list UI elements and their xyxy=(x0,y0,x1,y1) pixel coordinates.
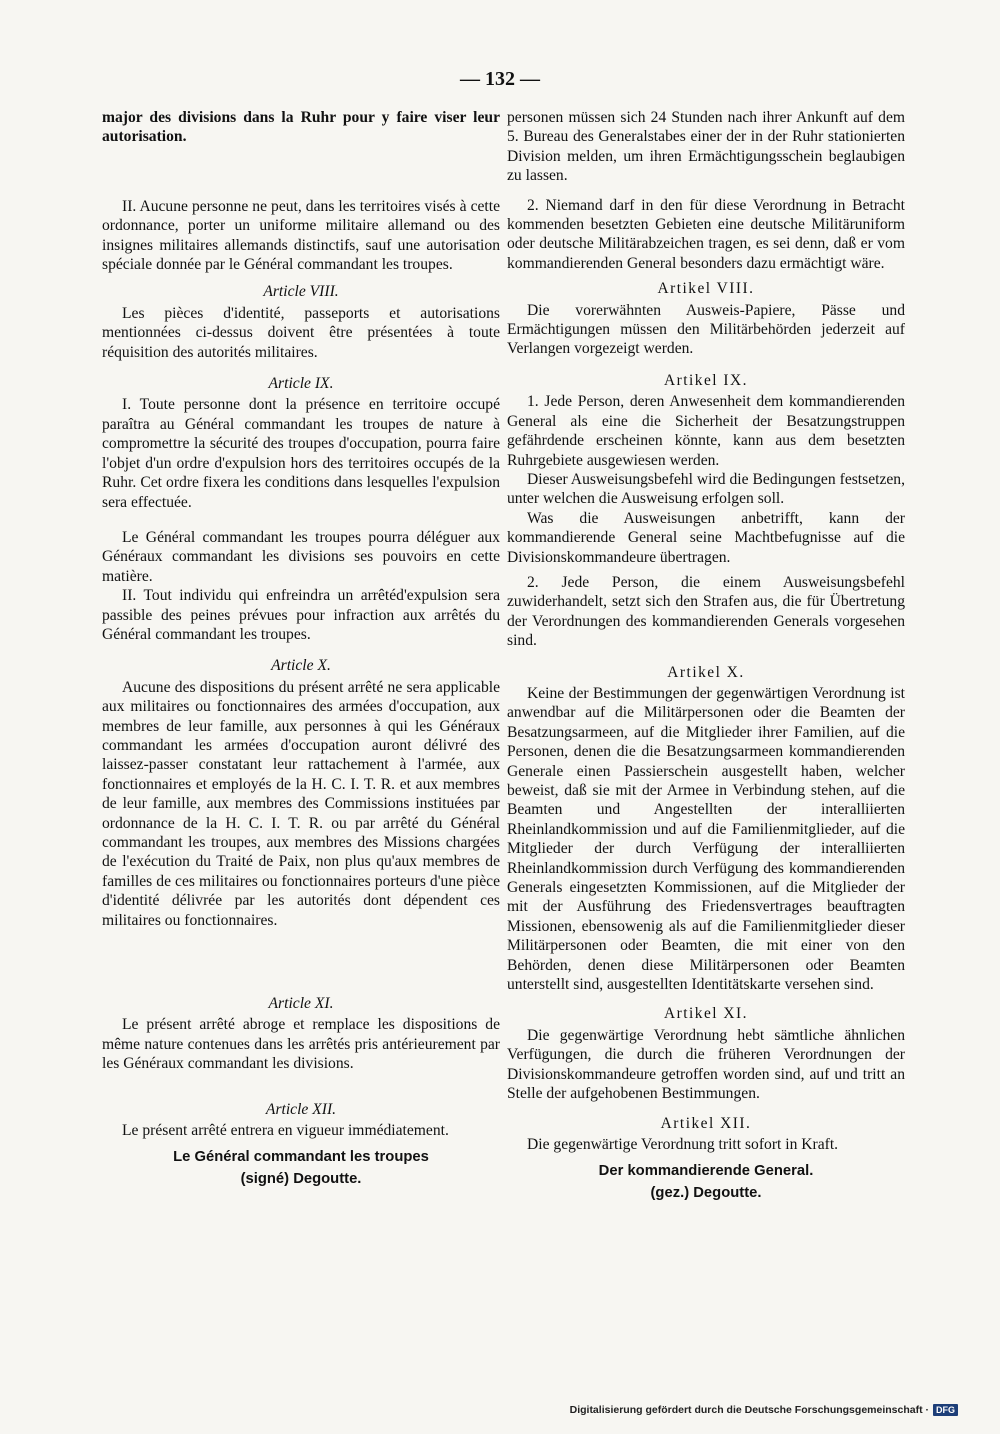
paragraph: Die gegenwärtige Verordnung hebt sämtliche ähnlichen Verfügungen, die durch die früheren Verordnungen der Divisionskommandeure getroffen worden sind, auf und tritt an Stelle der aufgehobenen Bestimmungen. xyxy=(507,1026,905,1103)
signature-block xyxy=(102,1146,500,1190)
paragraph: 2. Jede Person, die einem Ausweisungsbefehl zuwiderhandelt, setzt sich den Strafen aus, die für Übertretung der Verordnungen des kommandierenden Generals vorgesehen sind. xyxy=(507,573,905,650)
signature-title: Der kommandierende General. xyxy=(598,1163,814,1180)
paragraph: personen müssen sich 24 Stunden nach ihrer Ankunft auf dem 5. Bureau des Generalstabes einer der in der Ruhr stationierten Division melden, um ihren Ermächtigungsschein beglaubigen zu lassen. xyxy=(507,109,905,185)
paragraph: Les pièces d'identité, passeports et autorisations mentionnées ci-dessus doivent être présentées à toute réquisition des autorités militaires. xyxy=(102,304,500,361)
paragraph: Le présent arrêté abroge et remplace les dispositions de même nature contenues dans les arrêtés pris antérieurement par les Généraux commandant les divisions. xyxy=(102,1016,500,1073)
paragraph: Aucune des dispositions du présent arrêté ne sera applicable aux militaires ou fonctionnaires des armées d'occupation, aux membres de leur famille, aux personnes à qui les Généraux commandant les armées d'occupation auront délivré des laissez-passer constatant leur rattachement à l'armée, aux fonctionnaires et employés de la H. C. I. T. R. et aux membres de leur famille, aux membres des Commissions instituées par ordonnance de la H. C. I. T. R. ou par arrêté du Général commandant les troupes, aux membres des Missions chargées de l'exécution du Traité de Paix, non plus qu'aux membres de familles de ces militaires ou fonctionnaires porteurs d'une pièce d'identité délivrée par les autorités dont dépendent ces militaires ou fonctionnaires. xyxy=(102,678,500,929)
paragraph: Die gegenwärtige Verordnung tritt sofort in Kraft. xyxy=(527,1135,839,1153)
article-heading: Article XI. xyxy=(268,995,334,1013)
article-heading: Artikel X. xyxy=(667,663,745,681)
paragraph: major des divisions dans la Ruhr pour y faire viser leur autorisation. xyxy=(102,109,500,146)
paragraph: 2. Niemand darf in den für diese Verordnung in Betracht kommenden besetzten Gebieten eine deutsche Militäruniform oder deutsche Militärabzeichen tragen, es sei denn, daß er vom kommandierenden General besonders dazu ermächtigt wäre. xyxy=(507,196,905,272)
article-heading: Artikel XI. xyxy=(663,1005,749,1023)
article-heading: Article XII. xyxy=(265,1100,337,1118)
page-number: — 132 — xyxy=(460,68,540,90)
signature-block xyxy=(507,1160,905,1204)
french-column xyxy=(102,108,500,1190)
german-column xyxy=(507,108,905,1204)
dfg-logo-icon: DFG xyxy=(933,1404,958,1416)
paragraph: Le présent arrêté entrera en vigueur immédiatement. xyxy=(122,1122,449,1140)
signature-name: (signé) Degoutte. xyxy=(240,1171,362,1188)
paragraph: II. Aucune personne ne peut, dans les territoires visés à cette ordonnance, porter un uniforme militaire allemand ou des insignes militaires allemands distinctifs, sauf une autorisation spéciale donnée par le Général commandant les troupes. xyxy=(102,197,500,274)
footer-credit xyxy=(570,1404,958,1416)
article-heading: Article IX. xyxy=(268,375,334,393)
article-heading: Article X. xyxy=(271,657,331,675)
footer-text: Digitalisierung gefördert durch die Deutsche Forschungsgemeinschaft · xyxy=(569,1404,929,1416)
paragraph: Keine der Bestimmungen der gegenwärtigen Verordnung ist anwendbar auf die Militärpersonen oder die Beamten der Besatzungsarmeen, auf die Mitglieder ihrer Familien, auf die Personen, denen die die Besatzungsarmeen kommandierenden Generale einen Passierschein ausgestellt haben, welcher beweist, daß sie mit der Armee in Verbindung stehen, auf die Beamten und Angestellten der interalliierten Rheinlandkommission und auf die Familienmitglieder, auf die Mitglieder der durch Verfügung der interalliierten Rheinlandkommission durch Verfügung des kommandierenden Generals eingesetzten Kommissionen, auf die Mitglieder der mit der Ausführung des Friedensvertrages beauftragten Missionen, ebensowenig als auf die Familienmitglieder dieser Militärpersonen oder Beamten, die mit einer von den Behörden, denen diese Militärpersonen oder Beamten unterstellt sind, ausgestellten Identitätskarte versehen sind. xyxy=(507,684,905,994)
paragraph: Die vorerwähnten Ausweis-Papiere, Pässe und Ermächtigungen müssen den Militärbehörden jederzeit auf Verlangen vorgezeigt werden. xyxy=(507,301,905,358)
article-heading: Artikel IX. xyxy=(663,371,749,389)
paragraph: I. Toute personne dont la présence en territoire occupé paraîtra au Général commandant les troupes de nature à compromettre la sécurité des troupes d'occupation, pourra faire l'objet d'un ordre d'expulsion hors des territoires occupés de la Ruhr. Cet ordre fixera les conditions dans lesquelles l'expulsion sera effectuée. xyxy=(102,396,500,511)
paragraph: 1. Jede Person, deren Anwesenheit dem kommandierenden General als eine die Sicherheit der Besatzungstruppen gefährdende erscheinen könnte, kann aus dem besetzten Ruhrgebiete ausgewiesen werden. xyxy=(507,393,905,469)
paragraph: Le Général commandant les troupes pourra déléguer aux Généraux commandant les divisions ses pouvoirs en cette matière. xyxy=(102,528,500,585)
paragraph: Dieser Ausweisungsbefehl wird die Bedingungen festsetzen, unter welchen die Ausweisung erfolgen soll. xyxy=(507,470,905,508)
signature-name: (gez.) Degoutte. xyxy=(650,1185,762,1202)
article-heading: Artikel XII. xyxy=(660,1114,752,1132)
article-heading: Article VIII. xyxy=(263,283,339,301)
signature-title: Le Général commandant les troupes xyxy=(173,1149,429,1166)
paragraph: II. Tout individu qui enfreindra un arrêtéd'expulsion sera passible des peines prévues pour infraction aux arrêtés du Général commandant les troupes. xyxy=(102,587,500,643)
article-heading: Artikel VIII. xyxy=(657,280,755,298)
paragraph: Was die Ausweisungen anbetrifft, kann der kommandierende General seine Machtbefugnisse auf die Divisionskommandeure übertragen. xyxy=(507,509,905,566)
